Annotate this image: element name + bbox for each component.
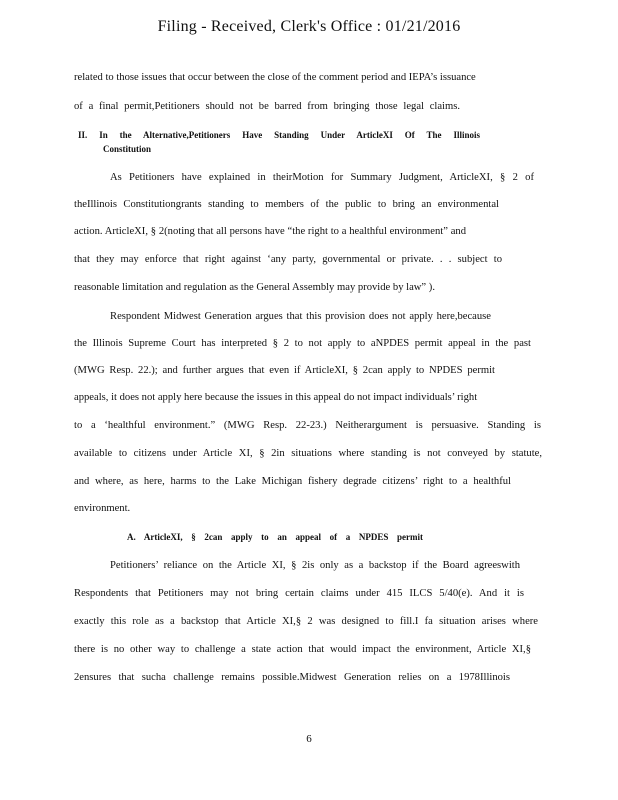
body-line: available to citizens under Article XI, § 2in situations where standing is not conveyed by statute, [74,448,542,459]
body-line: theIllinois Constitutiongrants standing to members of the public to bring an environmental [74,199,499,210]
body-line: of a final permit,Petitioners should not be barred from bringing those legal claims. [74,101,460,112]
body-line: As Petitioners have explained in theirMotion for Summary Judgment, ArticleXI, § 2 of [110,172,534,183]
body-line: there is no other way to challenge a state action that would impact the environment, Article XI,§ [74,644,531,655]
section-heading: II. In the Alternative,Petitioners Have Standing Under ArticleXI Of The Illinois [78,130,480,140]
body-line: exactly this role as a backstop that Article XI,§ 2 was designed to fill.I fa situation arises where [74,616,538,627]
body-line: related to those issues that occur between the close of the comment period and IEPA’s issuance [74,72,476,83]
body-line: to a ‘healthful environment.” (MWG Resp. 22-23.) Neitherargument is persuasive. Standing is [74,420,541,431]
body-line: Respondent Midwest Generation argues that this provision does not apply here,because [110,311,491,322]
body-line: the Illinois Supreme Court has interpreted § 2 to not apply to aNPDES permit appeal in the past [74,338,531,349]
body-line: that they may enforce that right against ‘any party, governmental or private. . . subject to [74,254,502,265]
body-line: reasonable limitation and regulation as the General Assembly may provide by law” ). [74,282,435,293]
body-line: appeals, it does not apply here because the issues in this appeal do not impact individuals’ right [74,392,478,403]
body-line: 2ensures that sucha challenge remains possible.Midwest Generation relies on a 1978Illinois [74,672,510,683]
body-line: environment. [74,503,131,514]
body-line: Respondents that Petitioners may not bring certain claims under 415 ILCS 5/40(e). And it is [74,588,524,599]
body-line: action. ArticleXI, § 2(noting that all persons have “the right to a healthful environment” and [74,226,466,237]
body-line: and where, as here, harms to the Lake Michigan fishery degrade citizens’ right to a healthful [74,476,511,487]
section-heading-continued: Constitution [103,144,152,154]
filing-header: Filing - Received, Clerk's Office : 01/21/2016 [157,18,461,35]
body-line: Petitioners’ reliance on the Article XI, § 2is only as a backstop if the Board agreeswith [110,560,520,571]
subsection-heading: A. ArticleXI, § 2can apply to an appeal of a NPDES permit [127,532,423,542]
body-line: (MWG Resp. 22.); and further argues that even if ArticleXI, § 2can apply to NPDES permit [74,365,495,376]
page-number: 6 [306,733,312,745]
